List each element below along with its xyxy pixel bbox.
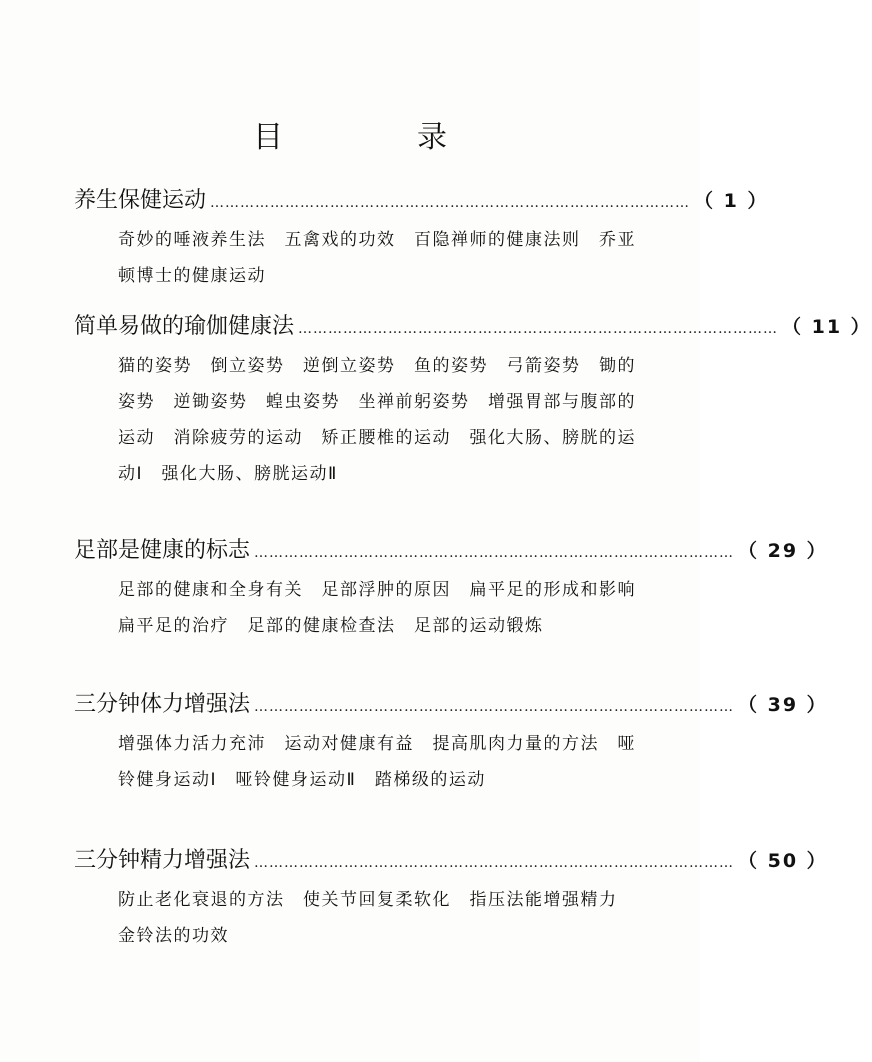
page-number: （ 11 ） — [782, 316, 872, 338]
page-number: （ 50 ） — [738, 850, 828, 872]
chapter-title: 养生保健运动 — [74, 188, 207, 213]
chapter-title: 简单易做的瑜伽健康法 — [74, 314, 295, 339]
chapter-subtopics: 足部的健康和全身有关 足部浮肿的原因 扁平足的形成和影响 扁平足的治疗 足部的健康检查法 足部的运动锻炼 — [118, 580, 655, 636]
toc-entry — [74, 312, 872, 492]
chapter-subtopics: 增强体力活力充沛 运动对健康有益 提高肌肉力量的方法 哑铃健身运动Ⅰ 哑铃健身运动Ⅱ 踏梯级的运动 — [118, 734, 636, 790]
chapter-subtopics: 防止老化衰退的方法 使关节回复柔软化 指压法能增强精力 金铃法的功效 — [118, 890, 636, 946]
chapter-subtopics: 奇妙的唾液养生法 五禽戏的功效 百隐禅师的健康法则 乔亚顿博士的健康运动 — [118, 230, 636, 286]
chapter-title: 三分钟精力增强法 — [74, 848, 251, 873]
toc-heading-row — [74, 690, 828, 722]
page-title: 目 录 — [253, 120, 499, 155]
toc-entry — [74, 186, 769, 294]
toc-entry — [74, 690, 828, 798]
toc-entry — [74, 536, 828, 644]
leader-dots: …………………………………………………………………………………… — [298, 321, 779, 337]
chapter-title: 三分钟体力增强法 — [74, 692, 251, 717]
toc-entry — [74, 846, 828, 954]
leader-dots: …………………………………………………………………………………… — [254, 699, 735, 715]
page-number: （ 1 ） — [694, 190, 769, 212]
page-number: （ 39 ） — [738, 694, 828, 716]
toc-heading-row — [74, 536, 828, 568]
toc-heading-row — [74, 186, 769, 218]
chapter-subtopics: 猫的姿势 倒立姿势 逆倒立姿势 鱼的姿势 弓箭姿势 锄的姿势 逆锄姿势 蝗虫姿势 坐禅前躬姿势 增强胃部与腹部的运动 消除疲劳的运动 矫正腰椎的运动 强化大肠、膀胱的运动Ⅰ 强化大肠、膀胱运动Ⅱ — [118, 356, 636, 484]
chapter-title: 足部是健康的标志 — [74, 538, 251, 563]
leader-dots: …………………………………………………………………………………… — [254, 855, 735, 871]
leader-dots: …………………………………………………………………………………… — [210, 195, 691, 211]
page-number: （ 29 ） — [738, 540, 828, 562]
toc-heading-row — [74, 312, 872, 344]
leader-dots: …………………………………………………………………………………… — [254, 545, 735, 561]
toc-heading-row — [74, 846, 828, 878]
